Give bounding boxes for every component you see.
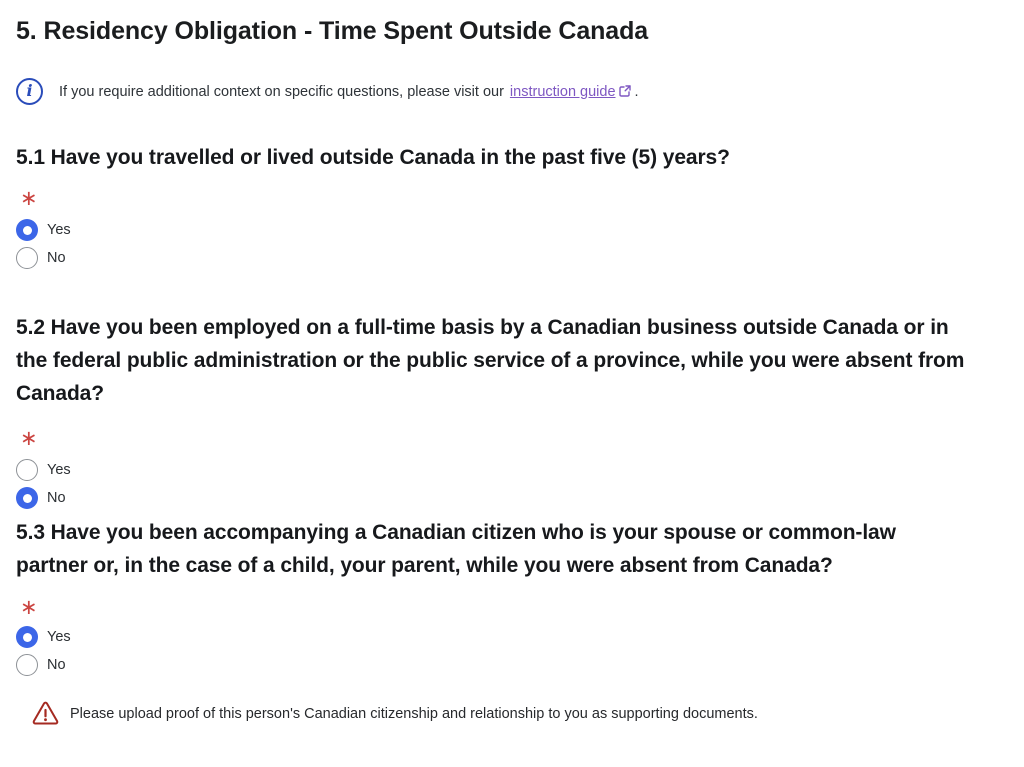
radio-button-icon[interactable] [16, 219, 38, 241]
upload-warning-text: Please upload proof of this person's Canadian citizenship and relationship to you as supporting documents. [70, 705, 758, 722]
required-asterisk: ∗ [20, 426, 38, 450]
instruction-guide-link[interactable] [510, 84, 631, 100]
radio-label: Yes [47, 629, 71, 645]
instruction-guide-link-label: instruction guide [509, 83, 616, 100]
info-circle-icon [16, 78, 43, 105]
radio-button-icon[interactable] [16, 459, 38, 481]
info-icon-glyph: i [26, 80, 33, 100]
question-5-3-heading: 5.3 Have you been accompanying a Canadian citizen who is your spouse or common-law partner or, in the case of a child, your parent, while you were absent from Canada? [16, 521, 896, 577]
page-title: 5. Residency Obligation - Time Spent Outside Canada [16, 17, 649, 45]
radio-group-5-2 [16, 459, 1008, 509]
radio-group-5-3 [16, 626, 1008, 676]
radio-label: No [47, 657, 66, 673]
required-asterisk: ∗ [20, 186, 38, 210]
radio-option-5-1-no[interactable] [16, 247, 66, 269]
external-link-icon [619, 85, 631, 97]
radio-label: No [47, 490, 66, 506]
info-text-before-link: If you require additional context on specific questions, please visit our [59, 83, 504, 100]
info-text-after-link: . [634, 83, 639, 100]
radio-option-5-2-no[interactable] [16, 487, 66, 509]
question-5-1-heading: 5.1 Have you travelled or lived outside Canada in the past five (5) years? [16, 146, 730, 169]
radio-option-5-1-yes[interactable] [16, 219, 71, 241]
radio-button-icon[interactable] [16, 247, 38, 269]
info-notice-text [59, 84, 639, 100]
radio-option-5-2-yes[interactable] [16, 459, 71, 481]
question-5-2-heading: 5.2 Have you been employed on a full-time basis by a Canadian business outside Canada or in the federal public administration or the public service of a province, while you were absent from Canada? [16, 316, 965, 405]
radio-label: No [47, 250, 66, 266]
required-asterisk: ∗ [20, 595, 38, 619]
radio-option-5-3-yes[interactable] [16, 626, 71, 648]
radio-button-icon[interactable] [16, 654, 38, 676]
upload-warning [32, 701, 1008, 726]
radio-button-icon[interactable] [16, 626, 38, 648]
radio-option-5-3-no[interactable] [16, 654, 66, 676]
radio-button-icon[interactable] [16, 487, 38, 509]
warning-triangle-icon [32, 701, 59, 726]
radio-label: Yes [47, 462, 71, 478]
radio-group-5-1 [16, 219, 1008, 269]
radio-label: Yes [47, 222, 71, 238]
info-notice [16, 78, 1008, 105]
